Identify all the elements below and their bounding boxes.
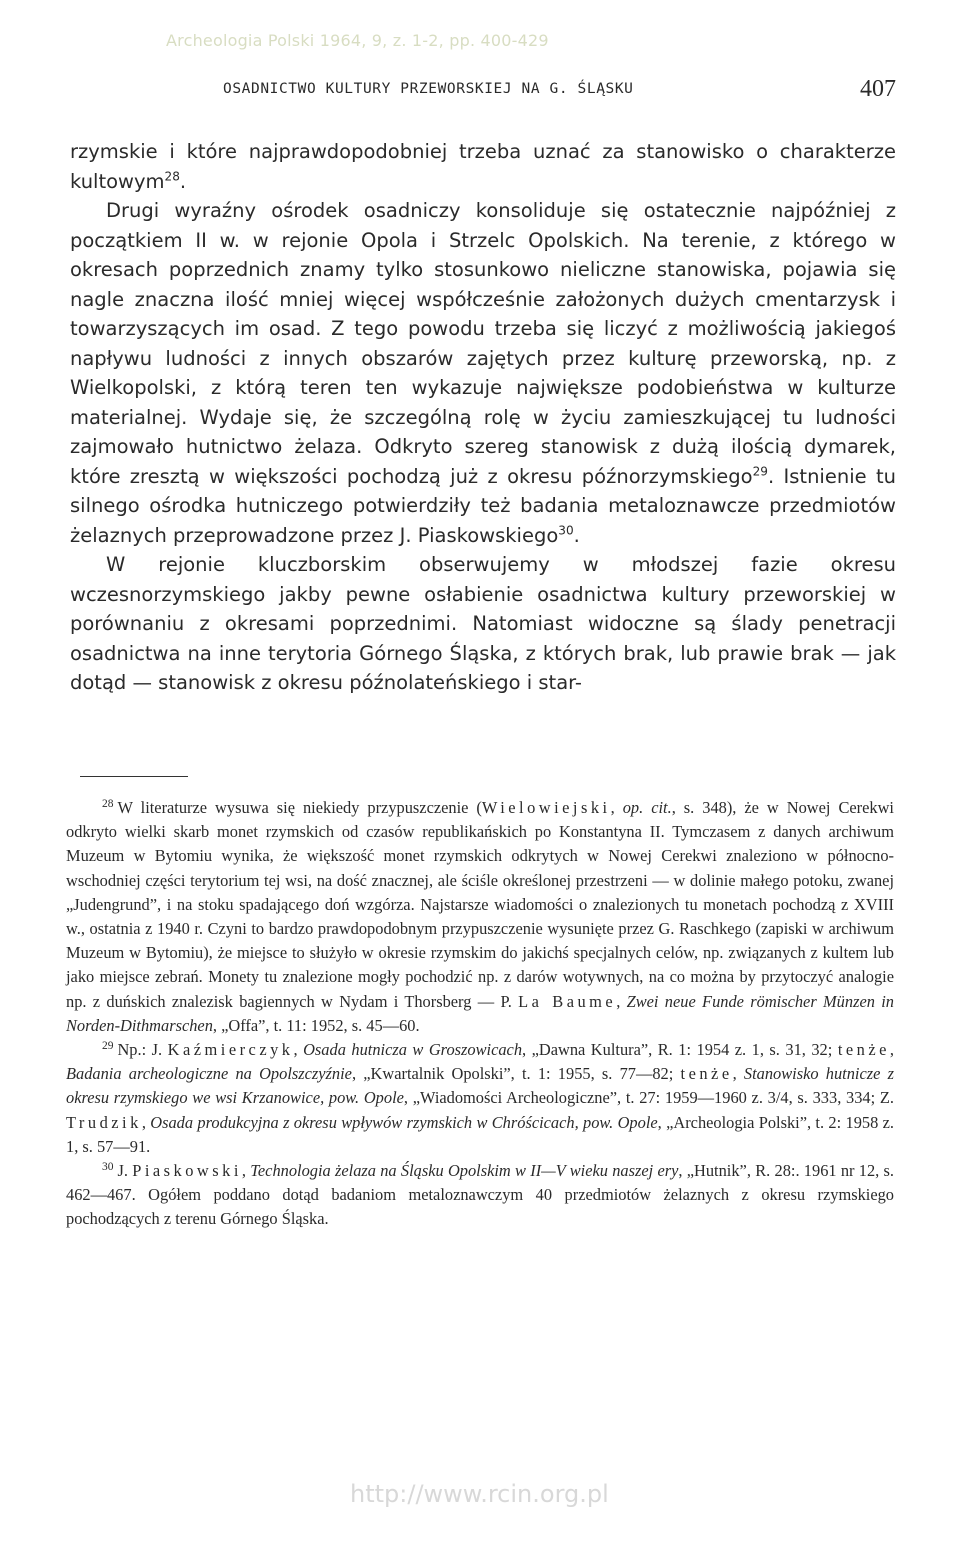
main-text (70, 137, 896, 698)
footnote-separator (80, 776, 188, 777)
paragraph-1: rzymskie i które najprawdopodobniej trzeba uznać za stanowisko o charakterze kultowym$^{28}$. (70, 140, 896, 193)
footnote-number: 30 (102, 1160, 114, 1173)
footnote-ref-30[interactable]: 30 (558, 523, 574, 537)
paragraph-3: W rejonie kluczborskim obserwujemy w młodszej fazie okresu wczesnorzymskiego jakby pewne osłabienie osadnictwa kultury przeworskiej w porównaniu z okresami poprzednimi. Natomiast widoczne są ślady penetracji osadnictwa na inne terytoria Górnego Śląska, z których brak, lub prawie brak — jak dotąd — stanowisk z okresu późnolateńskiego i star- (70, 553, 896, 694)
page-number: 407 (860, 76, 896, 102)
archive-watermark-bottom: http://www.rcin.org.pl (350, 1480, 609, 1508)
footnote-ref-28[interactable]: 28 (164, 169, 180, 183)
footnote-30: $^{30}$ J. Piaskowski, Technologia żelaza na Śląsku Opolskim w II—V wieku naszej ery, „Hutnik”, R. 28:. 1961 nr 12, s. 462—467. Ogółem poddano dotąd badaniom metaloznawczym 40 przedmiotów żelaznych z okresu rzymskiego pochodzących z terenu Górnego Śląska. (66, 1160, 895, 1229)
footnotes (66, 796, 894, 1232)
footnote-number: 29 (102, 1039, 114, 1052)
footnote-number: 28 (102, 797, 114, 810)
paragraph-2: Drugi wyraźny ośrodek osadniczy konsoliduje się ostatecznie najpóźniej z początkiem II w. w rejonie Opola i Strzelc Opolskich. Na terenie, z którego w okresach poprzednich znamy tylko stosunkowo nieliczne stanowiska, pojawia się nagle znaczna ilość mniej więcej współcześnie założonych dużych cmentarzysk i towarzyszących im osad. Z tego powodu trzeba się liczyć z możliwością jakiegoś napływu ludności z innych obszarów zajętych przez kulturę przeworską, np. z Wielkopolski, z którą teren ten wykazuje największe podobieństwa w kulturze materialnej. Wydaje się, że szczególną rolę w życiu zamieszkującej tu ludności zajmowało hutnictwo żelaza. Odkryto szereg stanowisk z dużą ilością dymarek, które zresztą w większości pochodzą już z okresu późnorzymskiego$^{29}$. Istnienie tu silnego ośrodka hutniczego potwierdziły też badania metaloznawcze przedmiotów żelaznych przeprowadzone przez J. Piaskowskiego$^{30}$. (70, 199, 896, 547)
running-head: OSADNICTWO KULTURY PRZEWORSKIEJ NA G. ŚLĄSKU (223, 81, 634, 97)
archive-watermark-top: Archeologia Polski 1964, 9, z. 1-2, pp. 400-429 (166, 31, 549, 50)
footnote-ref-29[interactable]: 29 (752, 464, 768, 478)
footnote-28: $^{28}$ W literaturze wysuwa się niekiedy przypuszczenie (Wielowiejski, op. cit., s. 348), że w Nowej Cerekwi odkryto wielki skarb monet rzymskich od czasów republikańskich po Konstantyna II. Tymczasem z danych archiwum Muzeum w Bytomiu wynika, że większość monet rzymskich odkrytych w Nowej Cerekwi znaleziono w północno-wschodniej części terytorium tej wsi, na dość znacznej, ale ściśle określonej przestrzeni — w dolinie małego potoku, zwanej „Judengrund”, i na stoku spadającego doń wzgórza. Najstarsze wiadomości o znalezionych tu monetach pochodzą z XVIII w., ostatnia z 1940 r. Czyni to bardzo prawdopodobnym przypuszczenie wysunięte przez G. Raschkego (zapiski w archiwum Muzeum w Bytomiu), że miejsce to służyło w okresie rzymskim do jakichś specjalnych celów, np. związanych z kultem lub jako miejsce zebrań. Monety tu znalezione mogły pochodzić np. z darów wotywnych, na co można by przytoczyć analogie np. z duńskich znalezisk bagiennych w Nydam i Thorsberg — P. La Baume, Zwei neue Funde römischer Münzen in Norden-Dithmarschen, „Offa”, t. 11: 1952, s. 45—60. (66, 797, 894, 1035)
footnote-29: $^{29}$ Np.: J. Kaźmierczyk, Osada hutnicza w Groszowicach, „Dawna Kultura”, R. 1: 1954 z. 1, s. 31, 32; tenże, Badania archeologiczne na Opolszczyźnie, „Kwartalnik Opolski”, t. 1: 1955, s. 77—82; tenże, Stanowisko hutnicze z okresu rzymskiego we wsi Krzanowice, pow. Opole, „Wiadomości Archeologiczne”, t. 27: 1959—1960 z. 3/4, s. 333, 334; Z. Trudzik, Osada produkcyjna z okresu wpływów rzymskich w Chróścicach, pow. Opole, „Archeologia Polski”, t. 2: 1958 z. 1, s. 57—91. (66, 1039, 895, 1156)
